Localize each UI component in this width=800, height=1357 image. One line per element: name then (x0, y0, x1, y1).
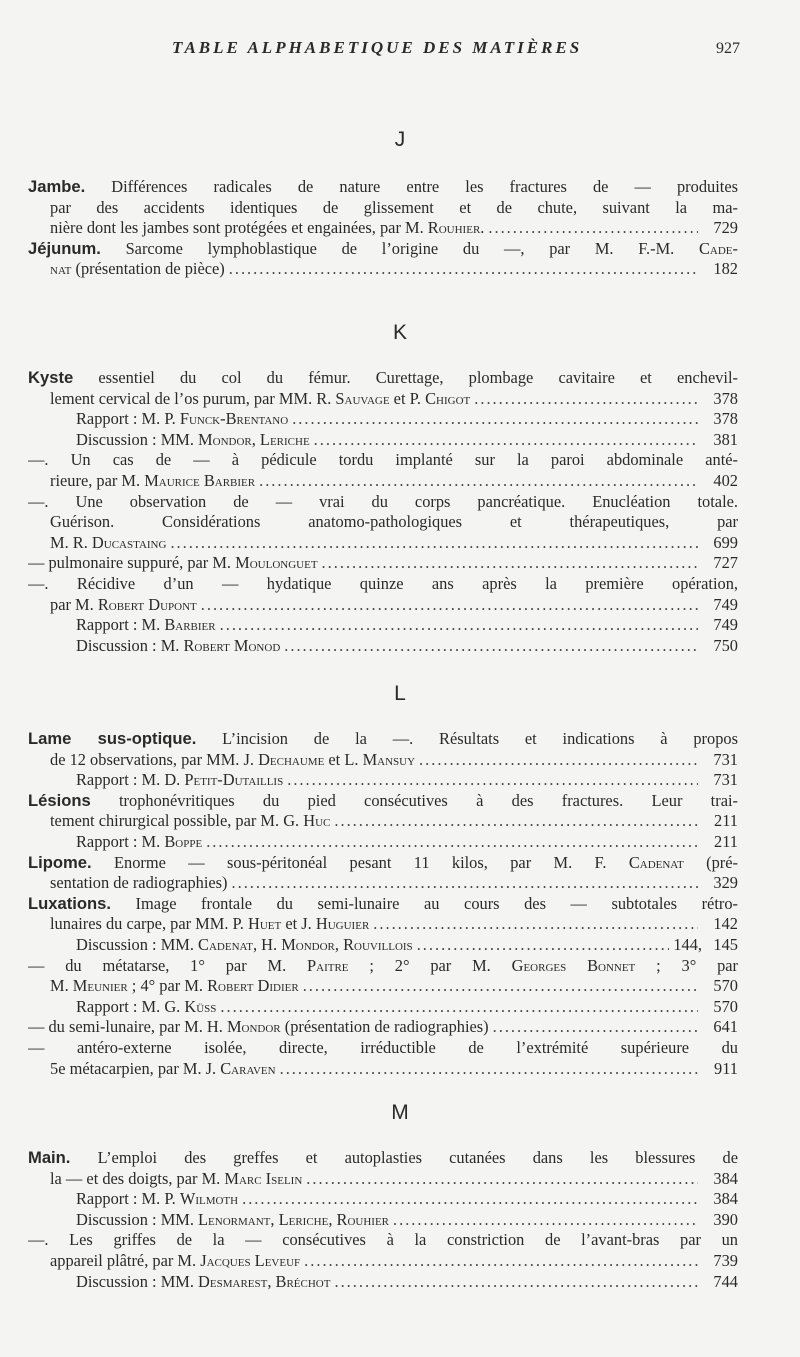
author-name: Dechaume (258, 749, 325, 769)
page-ref: 402 (713, 470, 738, 490)
author-name: Jacques Leveuf (200, 1250, 301, 1270)
author-name: Boppe (164, 831, 203, 851)
index-line: Discussion : MM. Mondor, Leriche ..... 381 (28, 430, 738, 451)
index-line: Luxations. Image frontale du semi-lunaire au cours des — subtotales rétro- (28, 893, 738, 913)
index-line: la — et des doigts, par M. Marc Iselin ..... 384 (28, 1169, 738, 1190)
index-line: sentation de radiographies) ..... 329 (28, 873, 738, 894)
index-line: lunaires du carpe, par MM. P. Huet et J. Huguier ..... 142 (28, 914, 738, 935)
index-line: Lame sus-optique. L’incision de la —. Résultats et indications à propos (28, 729, 738, 748)
page-ref: 749 (713, 615, 738, 635)
author-name: Cade- (698, 238, 738, 258)
page-ref: 378 (713, 409, 738, 429)
index-line: nat (présentation de pièce) ..... 182 (28, 259, 738, 280)
index-line: par des accidents identiques de glissement et de chute, suivant la ma- (50, 197, 738, 217)
section-l-entries (28, 729, 738, 1079)
entry-heading: Lésions (28, 790, 91, 810)
index-line: Guérison. Considérations anatomo-pathologiques et thérapeutiques, par (50, 512, 738, 532)
section-letter-j: J (394, 128, 406, 151)
author-name: Mansuy (362, 749, 416, 769)
author-name: Paitre (307, 955, 349, 975)
page-ref: 329 (713, 873, 738, 893)
page-number: 927 (716, 40, 740, 57)
index-line: appareil plâtré, par M. Jacques Leveuf ..... 739 (28, 1251, 738, 1272)
index-line: —. Un cas de — à pédicule tordu implanté sur la paroi abdominale anté- (28, 450, 738, 470)
page-ref: 384 (713, 1168, 738, 1188)
author-name: Robert Monod (183, 635, 281, 655)
author-name: Meunier (72, 976, 128, 996)
index-line: tement chirurgical possible, par M. G. Huc ..... 211 (28, 811, 738, 832)
index-line: Rapport : M. P. Wilmoth ..... 384 (28, 1189, 738, 1210)
author-name: nat (50, 259, 72, 279)
page-ref: 390 (713, 1209, 738, 1229)
index-line: Lésions trophonévritiques du pied consécutives à des fractures. Leur trai- (28, 790, 738, 810)
page-ref: 739 (713, 1250, 738, 1270)
page-ref: 641 (713, 1017, 738, 1037)
author-name: Desmarest, Bréchot (198, 1271, 331, 1291)
author-name: Rouhier. (427, 218, 485, 238)
index-line: — du métatarse, 1° par M. Paitre ; 2° par M. Georges Bonnet ; 3° par (28, 955, 738, 975)
index-line: —. Récidive d’un — hydatique quinze ans après la première opération, (28, 573, 738, 593)
page-ref: 145 (713, 934, 738, 954)
page-ref: 570 (713, 996, 738, 1016)
author-name: Huguier (315, 914, 370, 934)
entry-heading: Main. (28, 1148, 71, 1167)
index-line: Discussion : M. Robert Monod ..... 750 (28, 636, 738, 657)
index-line: Discussion : MM. Desmarest, Bréchot ..... 744 (28, 1272, 738, 1293)
author-name: Moulonguet (235, 553, 318, 573)
page-ref: 142 (713, 914, 738, 934)
index-line: Rapport : M. Barbier ..... 749 (28, 615, 738, 636)
section-letter-m: M (391, 1101, 409, 1124)
author-name: Petit-Dutaillis (184, 770, 284, 790)
page-ref: 384 (713, 1189, 738, 1209)
section-m-entries (28, 1148, 738, 1292)
author-name: Robert Didier (207, 976, 299, 996)
index-line: Rapport : M. D. Petit-Dutaillis ..... 731 (28, 770, 738, 791)
section-letter-l: L (394, 682, 406, 705)
index-line: Kyste essentiel du col du fémur. Curettage, plombage cavitaire et enchevil- (28, 368, 738, 387)
page-ref: 731 (713, 770, 738, 790)
author-name: Barbier (164, 615, 216, 635)
index-line: Rapport : M. G. Küss ..... 570 (28, 997, 738, 1018)
index-line: — antéro-externe isolée, directe, irréductible de l’extrémité supérieure du (28, 1037, 738, 1057)
index-line: —. Une observation de — vrai du corps pancréatique. Enucléation totale. (28, 491, 738, 511)
page-ref: 570 (713, 976, 738, 996)
index-line: Main. L’emploi des greffes et autoplasties cutanées dans les blessures de (28, 1148, 738, 1167)
index-line: lement cervical de l’os purum, par MM. R. Sauvage et P. Chigot ..... 378 (28, 389, 738, 410)
index-line: — pulmonaire suppuré, par M. Moulonguet ..... 727 (28, 553, 738, 574)
page-ref: 144, (673, 934, 702, 954)
author-name: Maurice Barbier (144, 470, 256, 490)
page-ref: 381 (713, 429, 738, 449)
index-line: M. Meunier ; 4° par M. Robert Didier ..... 570 (28, 976, 738, 997)
author-name: Marc Iselin (224, 1168, 303, 1188)
page-ref: 749 (713, 594, 738, 614)
index-line: par M. Robert Dupont ..... 749 (28, 595, 738, 616)
author-name: Cadenat (628, 852, 684, 872)
index-line: nière dont les jambes sont protégées et engainées, par M. Rouhier. ..... 729 (28, 218, 738, 239)
page-ref: 211 (714, 811, 738, 831)
index-line: de 12 observations, par MM. J. Dechaume et L. Mansuy ..... 731 (28, 750, 738, 771)
author-name: Cadenat, H. Mondor, Rouvillois (198, 934, 413, 954)
page-ref: 744 (713, 1271, 738, 1291)
index-line: M. R. Ducastaing ..... 699 (28, 533, 738, 554)
section-j-entries (28, 177, 738, 280)
index-line: Lipome. Enorme — sous-péritonéal pesant 11 kilos, par M. F. Cadenat (pré- (28, 852, 738, 872)
page-ref: 378 (713, 388, 738, 408)
page-ref: 699 (713, 532, 738, 552)
index-line: Jambe. Différences radicales de nature entre les fractures de — produites (28, 177, 738, 196)
author-name: Mondor, Leriche (198, 429, 310, 449)
author-name: Sauvage (335, 388, 390, 408)
author-name: Chigot (425, 388, 471, 408)
entry-heading: Jambe. (28, 177, 86, 196)
author-name: Huc (303, 811, 331, 831)
index-line: Discussion : MM. Cadenat, H. Mondor, Rouvillois ..... 144, 145 (28, 935, 738, 956)
page-ref: 729 (713, 218, 738, 238)
author-name: Caraven (220, 1058, 276, 1078)
section-k-entries (28, 368, 738, 656)
running-title: TABLE ALPHABETIQUE DES MATIÈRES (172, 38, 583, 57)
entry-heading: Luxations. (28, 893, 111, 913)
page-ref: 731 (713, 749, 738, 769)
author-name: Mondor (226, 1017, 281, 1037)
author-name: Georges Bonnet (511, 955, 636, 975)
page-ref: 727 (713, 553, 738, 573)
page-ref: 211 (714, 831, 738, 851)
entry-heading: Lipome. (28, 852, 92, 872)
section-letter-k: K (392, 321, 407, 344)
author-name: Robert Dupont (97, 594, 197, 614)
page-ref: 911 (714, 1058, 738, 1078)
index-line: Rapport : M. P. Funck-Brentano ..... 378 (28, 409, 738, 430)
entry-heading: Jéjunum. (28, 238, 101, 258)
index-line: rieure, par M. Maurice Barbier ..... 402 (28, 471, 738, 492)
author-name: Wilmoth (179, 1189, 239, 1209)
author-name: Ducastaing (91, 532, 167, 552)
index-line: 5e métacarpien, par M. J. Caraven ..... 911 (28, 1059, 738, 1080)
page-ref: 750 (713, 635, 738, 655)
author-name: Funck-Brentano (179, 409, 289, 429)
page-ref: 182 (713, 259, 738, 279)
running-header (0, 38, 800, 62)
author-name: Lenormant, Leriche, Rouhier (198, 1209, 389, 1229)
entry-heading: Lame sus-optique. (28, 729, 197, 748)
author-name: Huet (248, 914, 282, 934)
author-name: Küss (184, 996, 217, 1016)
index-line: Discussion : MM. Lenormant, Leriche, Rouhier ..... 390 (28, 1210, 738, 1231)
index-line: Rapport : M. Boppe ..... 211 (28, 832, 738, 853)
entry-heading: Kyste (28, 368, 74, 387)
index-line: — du semi-lunaire, par M. H. Mondor (présentation de radiographies) ..... 641 (28, 1017, 738, 1038)
index-line: —. Les griffes de la — consécutives à la constriction de l’avant-bras par un (28, 1230, 738, 1250)
index-line: Jéjunum. Sarcome lymphoblastique de l’origine du —, par M. F.-M. Cade- (28, 238, 738, 258)
